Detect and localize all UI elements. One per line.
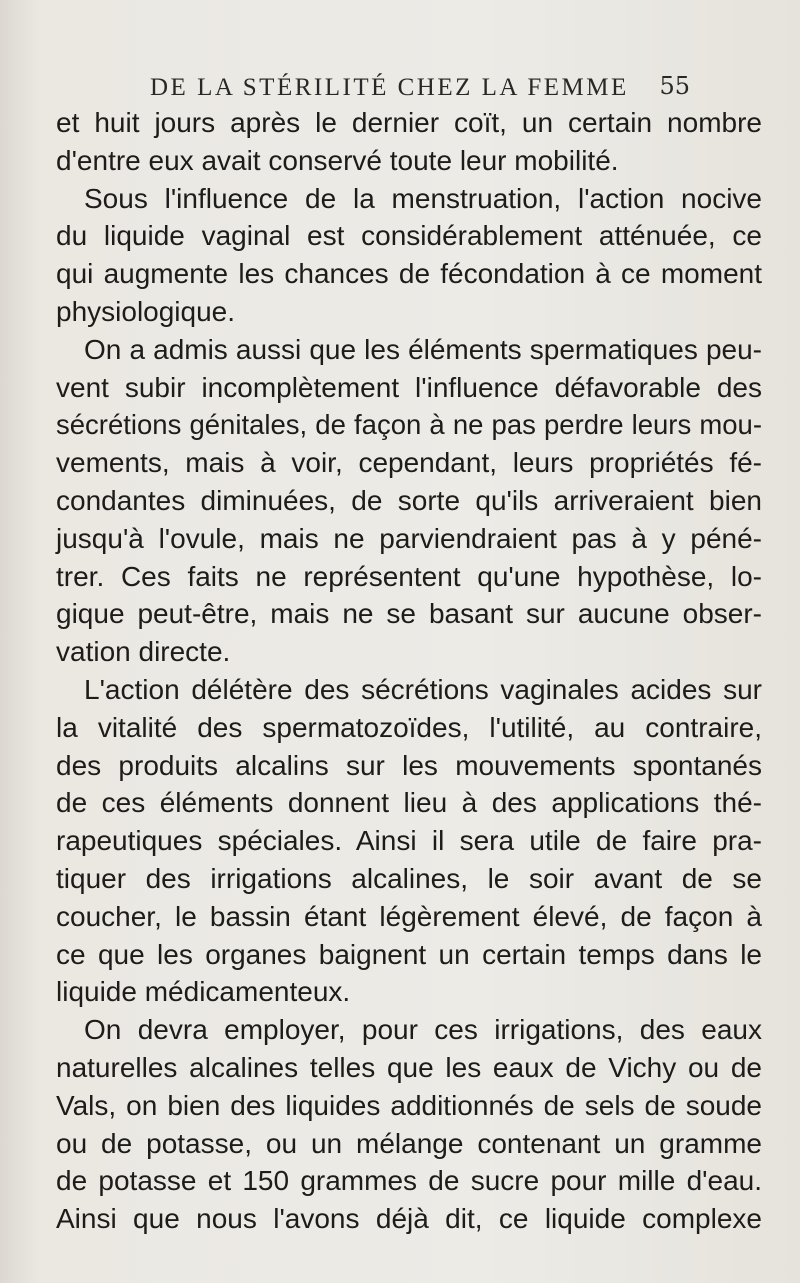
text-line: L'action délétère des sécrétions vaginales acides sur xyxy=(84,673,762,705)
text-line: coucher, le bassin étant légèrement élevé, de façon à xyxy=(56,900,762,932)
text-line: trer. Ces faits ne représentent qu'une hypothèse, lo- xyxy=(56,560,762,592)
text-line: jusqu'à l'ovule, mais ne parviendraient pas à y péné- xyxy=(56,522,762,554)
text-line: liquide médicamenteux. xyxy=(56,976,351,1008)
text-line: condantes diminuées, de sorte qu'ils arriveraient bien xyxy=(56,484,762,516)
text-line: sécrétions génitales, de façon à ne pas perdre leurs mou- xyxy=(56,409,762,441)
text-line: physiologique. xyxy=(56,295,236,327)
text-line: la vitalité des spermatozoïdes, l'utilité, au contraire, xyxy=(56,711,762,743)
text-line: On a admis aussi que les éléments spermatiques peu- xyxy=(84,333,762,365)
text-line: vent subir incomplètement l'influence défavorable des xyxy=(56,371,762,403)
text-line: de ces éléments donnent lieu à des applications thé- xyxy=(56,787,762,819)
text-line: vements, mais à voir, cependant, leurs propriétés fé- xyxy=(56,447,762,479)
text-line: de potasse et 150 grammes de sucre pour mille d'eau. xyxy=(56,1165,762,1197)
text-line: des produits alcalins sur les mouvements spontanés xyxy=(56,749,762,781)
text-line: On devra employer, pour ces irrigations, des eaux xyxy=(84,1014,762,1046)
text-line: d'entre eux avait conservé toute leur mobilité. xyxy=(56,144,619,176)
text-line: vation directe. xyxy=(56,636,231,668)
text-line: rapeutiques spéciales. Ainsi il sera utile de faire pra- xyxy=(56,825,762,857)
text-line: Vals, on bien des liquides additionnés de sels de soude xyxy=(56,1089,762,1121)
text-line: du liquide vaginal est considérablement atténuée, ce xyxy=(56,220,762,252)
running-title: DE LA STÉRILITÉ CHEZ LA FEMME xyxy=(150,74,629,101)
text-line: qui augmente les chances de fécondation à ce moment xyxy=(56,258,762,290)
text-line: et huit jours après le dernier coït, un certain nombre xyxy=(56,107,762,138)
text-line: tiquer des irrigations alcalines, le soir avant de se xyxy=(56,862,762,894)
text-line: gique peut-être, mais ne se basant sur aucune obser- xyxy=(56,598,762,630)
body-text xyxy=(56,104,762,1238)
text-line: ce que les organes baignent un certain temps dans le xyxy=(56,938,762,970)
text-line: Ainsi que nous l'avons déjà dit, ce liquide complexe xyxy=(56,1203,762,1235)
text-line: naturelles alcalines telles que les eaux de Vichy ou de xyxy=(56,1051,762,1083)
text-line: ou de potasse, ou un mélange contenant un gramme xyxy=(56,1127,762,1159)
page-number: 55 xyxy=(659,72,690,100)
text-line: Sous l'influence de la menstruation, l'action nocive xyxy=(84,182,762,214)
